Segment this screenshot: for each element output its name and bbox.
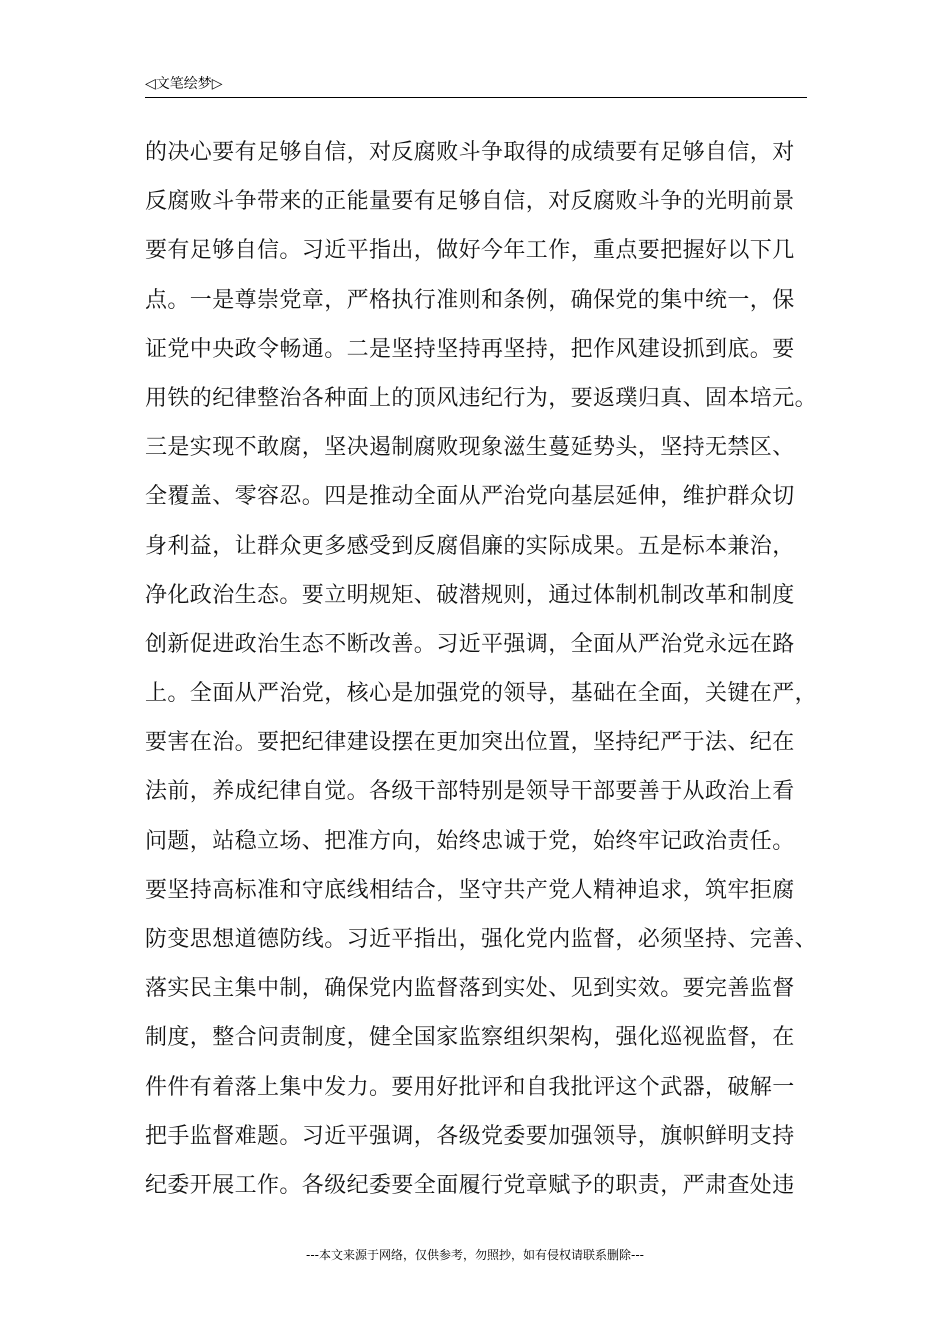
text-line: 法前，养成纪律自觉。各级干部特别是领导干部要善于从政治上看 xyxy=(145,779,795,805)
text-line: 落实民主集中制，确保党内监督落到实处、见到实效。要完善监督 xyxy=(145,976,795,1002)
text-line: 问题，站稳立场、把准方向，始终忠诚于党，始终牢记政治责任。 xyxy=(145,828,795,854)
text-line: 把手监督难题。习近平强调，各级党委要加强领导，旗帜鲜明支持 xyxy=(145,1123,795,1149)
text-line: 纪委开展工作。各级纪委要全面履行党章赋予的职责，严肃查处违 xyxy=(145,1172,795,1198)
text-line: 点。一是尊崇党章，严格执行准则和条例，确保党的集中统一，保 xyxy=(145,287,795,313)
text-line: 三是实现不敢腐，坚决遏制腐败现象滋生蔓延势头，坚持无禁区、 xyxy=(145,435,795,461)
text-line: 防变思想道德防线。习近平指出，强化党内监督，必须坚持、完善、 xyxy=(145,927,818,952)
text-line: 上。全面从严治党，核心是加强党的领导，基础在全面，关键在严， xyxy=(145,681,818,707)
text-line: 件件有着落上集中发力。要用好批评和自我批评这个武器，破解一 xyxy=(145,1074,795,1100)
text-line: 身利益，让群众更多感受到反腐倡廉的实际成果。五是标本兼治， xyxy=(145,533,795,559)
text-line: 要有足够自信。习近平指出，做好今年工作，重点要把握好以下几 xyxy=(145,238,795,264)
header-title: ◁文笔绘梦▷ xyxy=(145,76,223,92)
text-line: 证党中央政令畅通。二是坚持坚持再坚持，把作风建设抓到底。要 xyxy=(145,336,795,362)
text-line: 净化政治生态。要立明规矩、破潜规则，通过体制机制改革和制度 xyxy=(145,582,795,608)
text-line: 的决心要有足够自信，对反腐败斗争取得的成绩要有足够自信，对 xyxy=(145,140,795,165)
footer-notice: ---本文来源于网络，仅供参考，勿照抄，如有侵权请联系删除--- xyxy=(306,1248,644,1262)
text-line: 创新促进政治生态不断改善。习近平强调，全面从严治党永远在路 xyxy=(145,631,795,657)
text-line: 要害在治。要把纪律建设摆在更加突出位置，坚持纪严于法、纪在 xyxy=(145,730,795,756)
text-line: 要坚持高标准和守底线相结合，坚守共产党人精神追求，筑牢拒腐 xyxy=(145,877,795,903)
text-line: 制度，整合问责制度，健全国家监察组织架构，强化巡视监督，在 xyxy=(145,1025,795,1051)
text-line: 反腐败斗争带来的正能量要有足够自信，对反腐败斗争的光明前景 xyxy=(145,189,795,215)
text-line: 用铁的纪律整治各种面上的顶风违纪行为，要返璞归真、固本培元。 xyxy=(145,385,818,411)
text-line: 全覆盖、零容忍。四是推动全面从严治党向基层延伸，维护群众切 xyxy=(145,484,795,510)
page-header xyxy=(145,72,807,98)
body-text xyxy=(145,128,818,1210)
